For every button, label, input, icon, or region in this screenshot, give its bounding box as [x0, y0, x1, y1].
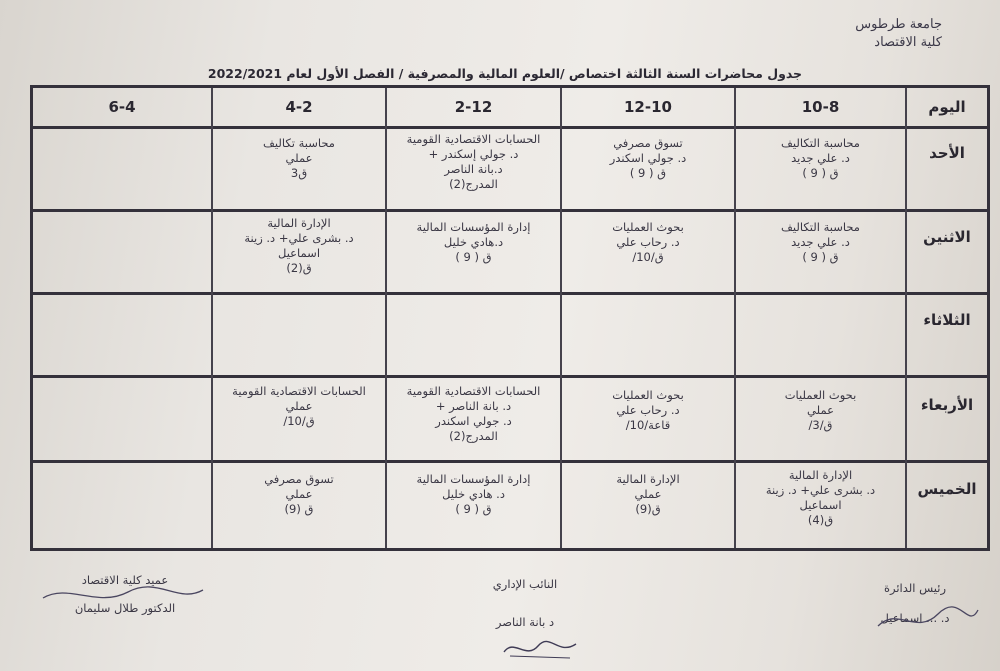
room: ق ( 9 )	[802, 166, 839, 180]
day-label: الثلاثاء	[923, 311, 971, 329]
lecture-cell	[736, 220, 905, 265]
lecturer: د.هادي خليل	[443, 235, 504, 249]
course-name: الإدارة المالية	[267, 216, 331, 230]
lecturer: د. رحاب علي	[616, 403, 680, 417]
course-name: بحوث العمليات	[612, 388, 684, 402]
time-slot-header: 4-2	[285, 98, 313, 116]
lecture-cell	[562, 388, 734, 433]
time-slot-header: 6-4	[108, 98, 136, 116]
lecturer: د. جولي إسكندر +	[428, 147, 519, 161]
lecturer: د. جولي اسكندر	[609, 151, 687, 165]
lecturer: اسماعيل	[799, 498, 842, 512]
lecture-cell	[213, 136, 385, 181]
lecturer: د. بانة الناصر +	[435, 399, 512, 413]
lecture-cell	[562, 472, 734, 517]
schedule-table	[30, 85, 990, 551]
room: ق/3/	[808, 418, 833, 432]
room: ق (9)	[284, 502, 314, 516]
session-type: عملي	[285, 151, 313, 165]
admin-deputy-signature-block	[450, 576, 600, 630]
row-divider	[33, 460, 987, 463]
signature-scribble	[500, 636, 580, 662]
lecturer: د. هادي خليل	[442, 487, 505, 501]
room: ق(2)	[286, 261, 312, 275]
course-name: الحسابات الاقتصادية القومية	[232, 384, 366, 398]
lecturer: د. علي جديد	[791, 151, 850, 165]
lecture-cell	[562, 220, 734, 265]
day-label: الاثنين	[923, 228, 971, 246]
row-divider	[33, 292, 987, 295]
day-column-header: اليوم	[928, 98, 966, 116]
lecturer: د. جولي اسكندر	[435, 414, 512, 428]
lecturer: د. بشرى علي+ د. زينة	[244, 231, 354, 245]
time-slot-header: 12-10	[624, 98, 672, 116]
row-divider	[33, 375, 987, 378]
lecture-cell	[213, 472, 385, 517]
room: ق ( 9 )	[455, 250, 492, 264]
course-name: محاسبة التكاليف	[781, 220, 860, 234]
lecture-cell	[387, 384, 560, 444]
lecture-cell	[736, 468, 905, 528]
course-name: تسوق مصرفي	[264, 472, 334, 486]
room: ق3	[290, 166, 308, 180]
day-label: الأربعاء	[920, 396, 974, 414]
course-name: تسوق مصرفي	[613, 136, 683, 150]
signer-name: د. ... اسماعيل	[880, 611, 950, 625]
session-type: عملي	[285, 487, 313, 501]
header-divider	[33, 126, 987, 129]
session-type: عملي	[285, 399, 313, 413]
lecturer: د. رحاب علي	[616, 235, 680, 249]
lecture-cell	[387, 472, 560, 517]
lecturer: د.بانة الناصر	[444, 162, 503, 176]
university-header	[782, 16, 942, 52]
course-name: بحوث العمليات	[612, 220, 684, 234]
day-label: الأحد	[929, 144, 965, 162]
course-name: إدارة المؤسسات المالية	[416, 220, 531, 234]
time-slot-header: 10-8	[801, 98, 840, 116]
signature-scribble	[872, 600, 982, 640]
course-name: الحسابات الاقتصادية القومية	[406, 384, 541, 398]
course-name: محاسبة تكاليف	[263, 136, 335, 150]
signer-title: رئيس الدائرة	[883, 581, 947, 595]
room: ق ( 9 )	[629, 166, 667, 180]
course-name: إدارة المؤسسات المالية	[416, 472, 531, 486]
day-label: الخميس	[917, 480, 977, 498]
course-name: الإدارة المالية	[788, 468, 853, 482]
lecture-cell	[213, 216, 385, 276]
room: ق/10/	[283, 414, 315, 428]
lecturer: اسماعيل	[277, 246, 321, 260]
lecture-cell	[387, 220, 560, 265]
room: ق(4)	[807, 513, 834, 527]
lecture-cell	[736, 136, 905, 181]
lecture-cell	[387, 132, 560, 192]
lecture-cell	[736, 388, 905, 433]
lecturer: د. علي جديد	[791, 235, 850, 249]
course-name: الإدارة المالية	[616, 472, 680, 486]
time-slot-header: 2-12	[454, 98, 493, 116]
room: ق ( 9 )	[455, 502, 492, 516]
lecture-cell	[562, 136, 734, 181]
session-type: عملي	[807, 403, 834, 417]
room: المدرج(2)	[449, 429, 498, 443]
room: المدرج(2)	[449, 177, 498, 191]
room: ق(9)	[635, 502, 661, 516]
session-type: عملي	[634, 487, 662, 501]
lecture-cell	[213, 384, 385, 429]
course-name: محاسبة التكاليف	[781, 136, 860, 150]
room: ق ( 9 )	[802, 250, 839, 264]
signer-title: النائب الإداري	[492, 577, 558, 591]
lecturer: د. بشرى علي+ د. زينة	[765, 483, 876, 497]
signer-title: عميد كلية الاقتصاد	[81, 573, 169, 587]
course-name: بحوث العمليات	[784, 388, 857, 402]
signer-name: الدكتور طلال سليمان	[74, 601, 176, 615]
course-name: الحسابات الاقتصادية القومية	[406, 132, 541, 146]
university-name: جامعة طرطوس	[855, 17, 942, 32]
row-divider	[33, 209, 987, 212]
signature-scribble	[38, 578, 208, 614]
schedule-title: جدول محاضرات السنة الثالثة اختصاص /العلوم المالية والمصرفية / الفصل الأول لعام 2022/2021	[207, 66, 803, 81]
faculty-name: كلية الاقتصاد	[874, 35, 942, 50]
room: ق/10/	[632, 250, 664, 264]
signer-name: د بانة الناصر	[495, 615, 555, 629]
room: قاعة/10/	[625, 418, 671, 432]
